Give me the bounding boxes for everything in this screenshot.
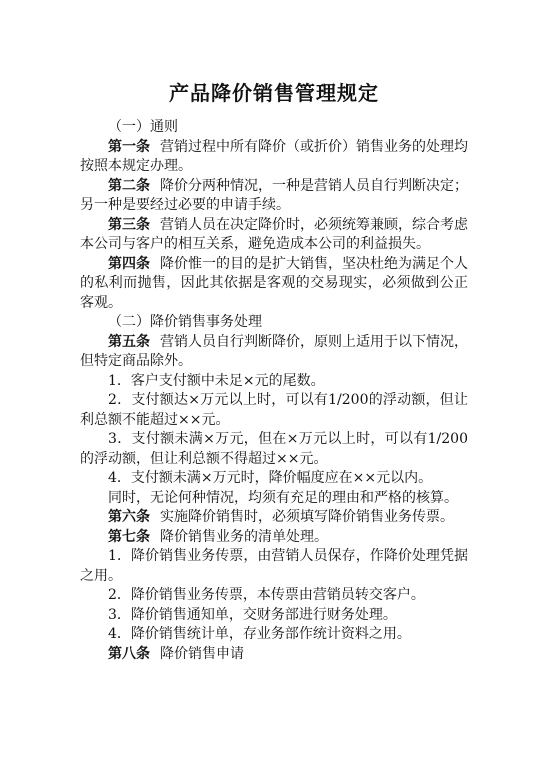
paragraph-text: （一）通则 <box>108 119 178 135</box>
paragraph-text: 2．降价销售业务传票，本传票由营销员转交客户。 <box>108 587 425 603</box>
paragraph-text: 实施降价销售时，必须填写降价销售业务传票。 <box>160 509 454 525</box>
article-heading: 第四条 <box>108 255 150 272</box>
paragraph-text: 2．支付额达×万元以上时，可以有1/200的浮动额，但让利总额不能超过××元。 <box>80 392 468 428</box>
paragraph-text: 营销人员在决定降价时，必须统筹兼顾，综合考虑本公司与客户的相互关系，避免造成本公司的利益损失。 <box>80 216 468 252</box>
paragraph-text: 营销人员自行判断降价，原则上适用于以下情况，但特定商品除外。 <box>80 333 468 369</box>
paragraph-text: 降价销售业务的清单处理。 <box>160 528 328 545</box>
paragraph <box>80 255 468 314</box>
paragraph <box>80 625 468 645</box>
article-heading: 第一条 <box>108 138 150 155</box>
paragraph <box>80 216 468 255</box>
paragraph <box>80 469 468 489</box>
paragraph <box>80 138 468 177</box>
paragraph <box>80 508 468 528</box>
paragraph <box>80 430 468 469</box>
paragraph-text: 降价销售申请 <box>160 645 244 662</box>
paragraph-text: 1．降价销售业务传票，由营销人员保存，作降价处理凭据之用。 <box>80 548 468 584</box>
paragraph <box>80 372 468 392</box>
paragraph <box>80 547 468 586</box>
paragraph <box>80 333 468 372</box>
document-title: 产品降价销售管理规定 <box>169 81 379 105</box>
document-body <box>80 118 468 664</box>
article-heading: 第五条 <box>108 333 150 350</box>
paragraph <box>80 177 468 216</box>
paragraph <box>80 645 468 665</box>
paragraph-text: 同时，无论何种情况，均须有充足的理由和严格的核算。 <box>108 489 458 506</box>
paragraph <box>80 391 468 430</box>
paragraph <box>80 118 468 138</box>
article-heading: 第七条 <box>108 528 150 545</box>
article-heading: 第六条 <box>108 509 150 525</box>
article-heading: 第二条 <box>108 177 150 194</box>
article-heading: 第三条 <box>108 216 150 233</box>
paragraph-text: 3．支付额未满×万元，但在×万元以上时，可以有1/200的浮动额，但让利总额不得超过××元。 <box>80 431 468 467</box>
paragraph-text: 1．客户支付额中未足×元的尾数。 <box>108 372 325 389</box>
paragraph <box>80 528 468 548</box>
paragraph <box>80 606 468 626</box>
paragraph-text: 降价惟一的目的是扩大销售，坚决杜绝为满足个人的私利而抛售，因此其依据是客观的交易现实，必须做到公正客观。 <box>80 255 468 311</box>
paragraph <box>80 313 468 333</box>
paragraph <box>80 586 468 606</box>
paragraph-text: 降价分两种情况，一种是营销人员自行判断决定；另一种是要经过必要的申请手续。 <box>80 177 468 213</box>
article-heading: 第八条 <box>108 645 150 662</box>
paragraph-text: 营销过程中所有降价（或折价）销售业务的处理均按照本规定办理。 <box>80 138 468 174</box>
paragraph-text: 4．支付额未满×万元时，降价幅度应在××元以内。 <box>108 470 433 486</box>
paragraph-text: （二）降价销售事务处理 <box>108 314 262 330</box>
paragraph-text: 4．降价销售统计单，存业务部作统计资料之用。 <box>108 626 411 642</box>
paragraph-text: 3．降价销售通知单，交财务部进行财务处理。 <box>108 606 397 623</box>
paragraph <box>80 489 468 509</box>
